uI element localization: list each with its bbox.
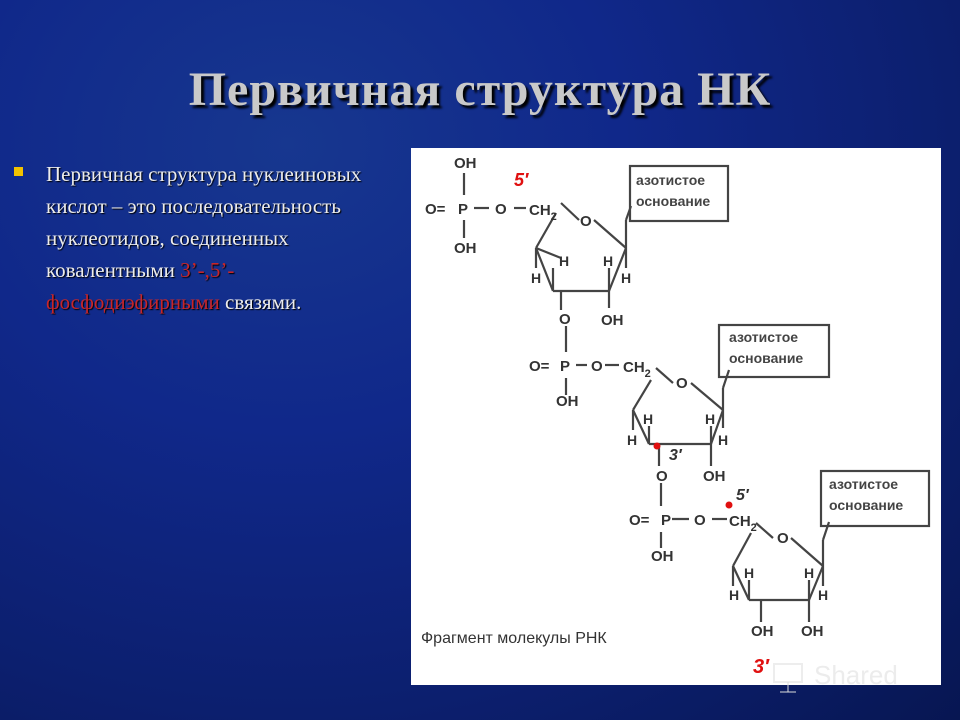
base-label: азотистое <box>636 172 706 188</box>
ch2-text: CH <box>529 202 551 219</box>
h-label: H <box>818 587 829 603</box>
ch2-label <box>623 359 651 380</box>
p-label: P <box>458 201 469 218</box>
h-label: H <box>744 565 755 581</box>
o-label: O <box>559 311 571 328</box>
h-label: H <box>643 411 654 427</box>
oh-label: OH <box>751 623 774 640</box>
three-prime-label: 3′ <box>669 447 682 464</box>
ch2-sub: 2 <box>644 368 651 380</box>
ch2-label <box>529 202 557 223</box>
o-double-label: O= <box>425 201 446 218</box>
h-label: H <box>559 253 570 269</box>
o-double-label: O= <box>529 358 550 375</box>
bullet-marker <box>14 167 23 176</box>
h-label: H <box>705 411 716 427</box>
oh-label: OH <box>703 468 726 485</box>
o-label: O <box>495 201 507 218</box>
presentation-icon <box>770 658 810 698</box>
ch2-text: CH <box>623 359 645 376</box>
watermark-text: Shared <box>814 660 898 690</box>
watermark <box>770 658 950 698</box>
five-prime-label: 5′ <box>514 170 529 190</box>
o-double-label: O= <box>629 512 650 529</box>
h-label: H <box>627 432 638 448</box>
rna-structure-diagram <box>411 148 941 685</box>
o-label: O <box>591 358 603 375</box>
diagram-caption: Фрагмент молекулы РНК <box>421 630 607 647</box>
ring-o-label: O <box>580 213 592 230</box>
red-dot-marker <box>654 443 661 450</box>
p-label: P <box>661 512 672 529</box>
ring-o-label: O <box>676 375 688 392</box>
bond-lines <box>464 166 929 622</box>
oh-label: OH <box>601 312 624 329</box>
red-dot-marker <box>726 502 733 509</box>
h-label: H <box>804 565 815 581</box>
base-label: азотистое <box>729 329 799 345</box>
oh-label: OH <box>651 548 674 565</box>
h-label: H <box>531 270 542 286</box>
bullet-text <box>46 158 400 318</box>
oh-label: OH <box>454 240 477 257</box>
o-label: O <box>694 512 706 529</box>
h-label: H <box>603 253 614 269</box>
oh-label: OH <box>556 393 579 410</box>
rna-structure-svg <box>411 148 941 685</box>
base-label: основание <box>636 193 711 209</box>
base-label: основание <box>729 350 804 366</box>
five-prime-label: 5′ <box>736 487 749 504</box>
ch2-text: CH <box>729 513 751 530</box>
o-label: O <box>656 468 668 485</box>
bullet-text-highlight: 3’-,5’-фосфодиэфирными <box>46 258 235 314</box>
ch2-sub: 2 <box>750 522 757 534</box>
ch2-label <box>729 513 757 534</box>
h-label: H <box>621 270 632 286</box>
oh-label: OH <box>454 155 477 172</box>
p-label: P <box>560 358 571 375</box>
base-label: азотистое <box>829 476 899 492</box>
oh-label: OH <box>801 623 824 640</box>
h-label: H <box>729 587 740 603</box>
slide-title: Первичная структура НК <box>188 63 772 116</box>
h-label: H <box>718 432 729 448</box>
ring-o-label: O <box>777 530 789 547</box>
bullet-item <box>10 158 400 318</box>
bullet-text-end: связями. <box>219 290 302 314</box>
ch2-sub: 2 <box>550 211 557 223</box>
three-prime-label: 3′ <box>753 656 769 678</box>
base-label: основание <box>829 497 904 513</box>
bullet-text-main: Первичная структура нуклеиновых кислот – это последовательность нуклеотидов, соединенных ковалентными <box>46 162 362 282</box>
